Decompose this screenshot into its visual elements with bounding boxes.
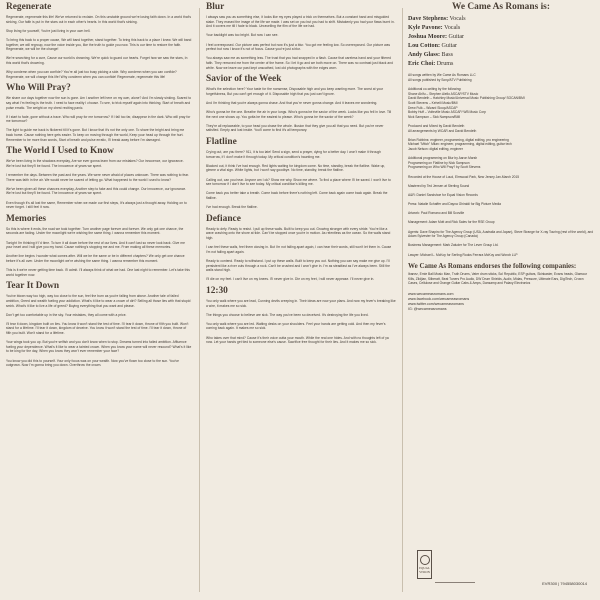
catalog-number: EVR300 | 794558030014 [542, 581, 587, 586]
member-row [408, 42, 594, 51]
song-lyrics: You only walk where you are lead, Cunning devils creeping in. Their ideas are now your plans. And now my fever's breaking like a wire, it makes me so sick. The things you choose to believe are sick. The way you've been so deceived. It's destroying the life you lived. You only walk where you are led. Waiting desks on your shoulders. Feel your hands are getting cold. And then my fever's coming back again. It makes me so sick. Who takes over that mind? Cause it's their voice outta your mouth. While the real one hides. And with no thoughts left of ya now. Let your hands get tied to someone else's cause. Sacrifice free thought for their lies. And it makes me so sick. [206, 298, 396, 345]
song-lyrics: We've been living in the shadows everyday, Are we ever gonna learn from our mistakes? Our innocence, our ignorance. We're lost but they'll be found. The innocence of years we spent. I remember the days. Between the past and the years. We were never afraid of places unknown. There was nothing to fear. There was faith in the air. We would never be scared of letting go. What happened to the world I used to know? We've been given all these chances everyday, Another step to fake and this could change. Our innocence, our ignorance. We're lost but they'll be found. The innocence of years we spent. Even though it's all lost the same, Remember when we made our first steps, It's always just a thought away. Holding on to never forget. I still feel it now. [6, 159, 190, 210]
logo-text: EQUAL VISION [419, 566, 430, 574]
song-title: Tear It Down [6, 281, 60, 292]
member-row [408, 60, 594, 69]
song-lyrics: I always saw you as something else, it looks like my eyes played a trick on themselves. But a constant hand and misguided stake. They erased the image of the life we made. I was set on you but you had to shift. Mistakenly you had your flaws burnt in. And it covers me till I fade to black. Unravelling the film of the life we had. Your backlight was too bright. But now I can see. I feel overexposed. Our picture was perfect but now it's just a blur. You got me feeling low. So overexposed. Our picture was perfect but now I know it's not of focus. Cause you're just a blur. You always saw me as something less. The trust that you had snapped in a flash. Cause that careless hand and your filtered faith. They removed me from the center of the frame. So I let it go and we both move on. There was no contrast just black and white. Now we leave our past kept unscathed, lost old photographs with the edges worn. [206, 15, 395, 70]
member-row [408, 24, 594, 33]
song-lyrics: We share our days together now the sun is gone. Am I another left here on my own, alone? And I'm slowly sinking. Scared to say what I'm feeling is the truth. I need to face reality I choose. To see, to trick myself again into thinking. Start of breath and pulse erratic. The weight on my chest reciting panic. If I start to fade, gone without a trace. Who will pray for me tomorrow? If I fall too far, disappear in the dark. Who will pray for me tomorrow? The light to guide me back is flickered till it's gone. But I know that it's not the only one. To share the bright and bring me back home. Cause nothing here gets easier. To keep on moving through the world, Keep your head up through the hurt. Remember to be more than words, Start of breath and pulse erratic, I'll break away before I'm damaged. [6, 96, 192, 142]
song-title: Blur [206, 2, 225, 12]
song-lyrics: So this is where it ends, the road we took together. Turn another page forever and forever. We only got one chance, the seconds are fading. Under the moonlight we're wishing the same thing. I wanna remember this moment. Tonight I'm thinking if I'd time. To turn it all down before the rest of our lives. And it can't last so never look back. Give me your heart and I will give you my hand. Cause nothing's stopping me and me. From making all these memories. Another line begins I wonder what comes after. Will we be the same or be in different chapters? We only get one chance before it's all over. Under the moonlight we're wishing the same thing. I wanna remember this moment. This is it we're never getting time back. I'll admit. I'll always think of what we had. One last night to remember. Let's take this world together now. [6, 226, 190, 277]
member-name: Joshua Moore: [408, 33, 447, 40]
member-role: Vocals [448, 16, 466, 22]
member-list [408, 15, 594, 68]
band-title: We Came As Romans is: [452, 2, 550, 12]
song-title: Defiance [206, 213, 241, 224]
member-row [408, 51, 594, 60]
member-role: Drums [435, 60, 454, 67]
link-facebook[interactable]: www.facebook.com/wecameasromans [408, 296, 470, 301]
member-role: Guitar [440, 42, 458, 49]
lyrics-column-middle [206, 0, 396, 600]
footer [417, 550, 587, 586]
link-twitter[interactable]: www.twitter.com/wecameasromans [408, 301, 464, 306]
song-title: The World I Used to Know [6, 146, 114, 157]
song-lyrics: Ready to defy. Ready to resist. I pull up these walls. Built to keep you out. Growing stronger with every stride. You're like a wave crashing onto the shore at tide. Can't be stopped once you're in motion. As relentless as the ocean. So the walls stand high. I can feel these walls, feel them closing in. But I'm not falling apart again, I can hear their words, still won't let them in. Cause I'm not falling apart again. Ready to contend. Ready to withstand. I put up these walls. Built to keep you out. Nothing you can say make me give up. I'll persistent like a river cuts through a rock. Can't be crushed and I won't give in. I'm as steadfast as I've always been. Still the walls stand high. I'll die on my feet. I can't live on my knees. I'll never give in. Die on my feet, I will never appease. I'll never give in. [206, 226, 392, 282]
lyrics-column-left [6, 0, 192, 600]
song-title: Flatline [206, 137, 237, 148]
song-title: Regenerate [6, 2, 52, 12]
member-role: Guitar [447, 33, 465, 40]
member-role: Bass [440, 51, 454, 58]
member-row [408, 15, 594, 24]
song-title: Savior of the Week [206, 74, 282, 85]
song-lyrics: Regenerate, regenerate this life! We've returned to reclaim. On this unstable ground we're losing faith down. In a world that's sinking, Our faith is put in the stars out in each other's hearts. In this world that's sinking. Stop living for yourself, You're just living in your own hell. To bring this back to a proper cause, We will band together, stand together. To bring this back to a place I knew. We will band together, we will regroup, now the voice inside you, like the truth to guide you now. This is our time to restore the faith. Regenerate, we will be the change! We're searching for a cure, Cause our world is drowning. We're quick to guard our hearts. Forget how we saw the stars, In this world that's drowning. Why condemn when you can confide? You're all just too busy picking a side. Why condemn when you can confide? Regenerate, we will change this life! Why condemn when you can confide! Regenerate, regenerate this life! [6, 15, 192, 79]
divider [435, 582, 475, 583]
endorsements-title: We Came As Romans endorses the following companies: [408, 262, 577, 271]
song-title: Memories [6, 213, 47, 224]
member-name: Kyle Pavone: [408, 24, 443, 31]
song-lyrics: What's the selection here? Your taste for the nonsense, Disposable high and you keep wanting more. The worst at your forgetfulness, But you can't get enough of it. Disposable high that you just can't ignore. And I'm thinking that you're always gonna chase. And that you're never gonna change. And it leaves me wondering. Who's gonna be the one. Breathe the air in your lungs. Who's gonna be the savior of the week. Looks like you fell in love. Till the next one shows up. You gotta be the easiest to please. Who's gonna be the savior of the week? They're all replaceable, to your head you chase the whole. Illusion that they give you all that you need. But you're never satisfied. Empty and lost inside. You'll come to find it's all temporary. [206, 87, 392, 133]
column-divider [199, 8, 200, 592]
song-title: 12:30 [206, 285, 228, 296]
member-name: Eric Choi: [408, 60, 436, 67]
endorsements-text: Ibanez, Ernie Ball Music Man, Truth Drums, Vater drum sticks, Sol Republic, ESP guitars, Skinkaster, Evans heads, Glamour Kills, Zildjian, Silberatt, Beat Tuners Pro Audio, DW Drum Shields, Audix, Midas, Pressure, Ultimate Ears, DigiTech, Crown Cases, Cellulose and Orange Guitar Cabs & Amps, Dansamp and Palaxy Electronics [408, 272, 588, 286]
link-website[interactable]: www.wecameasromans.com [408, 291, 454, 296]
column-divider [402, 8, 403, 592]
credits-text: All songs written by We Came As Romans LLC All songs published by Sony/ATV Publishing Additional co-writing by the following: Shane Ahlfu – Stephen Aiello ASCAP/STV Music David Bendeth – Hatchley Music/Universal Music Publishing Group/ SOCAN/BMI Scott Stevens – Keheili Music/BMI Drew Fulk – Wizard Sloop/ASCAP Bobby Huff – Volteville Music ASCAP/ WB Music Corp Nick Sampson – Sick Nampson/BMI Produced and Mixed by David Bendeth All arrangements by WCAR and David Bendeth Brian Robbins: engineer, programming, digital editing, pro engineering Michael "Mitch" Milan: engineer, programming, digital editing, guitar tech Jacob Nelson: digital editing, engineer Additional programming on Blur by Aaron Marsh Programming on Flatline by Nick Sampson Programming on Who Will Pray? by Scott Stevens Recorded at the House of Loud, Elmwood Park, New Jersey Jan-March 2015 Mastered by Ted Jensen at Sterling Sound A&R: Daniel Sandshoe for Equal Vision Records Press: Natalie Schaffer and Dayna Ghiraldi for Big Picture Media Artwork: Paul Romano and Bill Scoville Management: Adam Mott and Rick Sales for the RSE Group Agents: Dave Shapiro for The Agency Group (USA, Australia and Japan), Steve Strange for X-ray Touring (rest of the world), and Adam Sylvester for The Agency Group (Canada) Business Management: Mark Zaluder for The Lever Group Ltd. Lawyer: Michael L. McKoy for Serling Rooks Ferrara McKoy and Worob LLP [408, 73, 594, 257]
song-lyrics: You've blown way too high, way too close to the sun, feel the burn as you're falling from above. Another tale of failed ambition, Greed and wealth fueling your addiction. What's it like to wear a crown of dirt? Selling all those lies with that stupid smirk. What's it like to live a life of greed? Buying everything that you want and please. Don't get too comfortable up in the sky. Your mistakes, they all come with a price. I'll tear it down, kingdom built on lies. You know it won't stand the test of time. I'll tear it down, throne of filth you built. Won't stand for a lifetime. I'll tear it down, kingdom of deceive. You know it won't stand the test of time. I'll tear it down, throne of filth you built. Won't stand for a lifetime. Your wings took you up. But you're selfish and you don't know when to stop. Dreams turned into failed ambition. Affluence fueling your dependence. What's it like to wear a tainted crown. When you know your name will never resound? What's it like to be king for the day, When you know they won't ever remember your face? You know you did this to yourself. Your only focus was on your wealth. Now you've flown too close to the sun. You've outgrown. Now I'm gonna bring you down. Overthrow the crown. [6, 294, 192, 368]
song-lyrics: Crying out, are you there? 911, it is too late! Send a sign, send a prayer, dying for a better day. I won't make it through tomorrow, if I don't make it through today. My critical condition's haunting me. Blacked out, it think I've had enough. Red lights waiting for kingdom come. No time, standby, break the flatline. Wake up, gimme a vital sign. White lights, but I won't say goodbye. No time, standby, break the flatline. Calling out, can you hear. Anyone am I ok? Show me why. Show me where. To find a place where I'll be saved. I won't live to see tomorrow if I don't live to see today. My critical condition's killing me. Come back you better take a breath. Come back before there's nothing left. Come back again come back again. Break the flatline. I've had enough. Break the flatline. [206, 150, 391, 210]
member-role: Vocals [442, 24, 461, 31]
link-instagram[interactable]: IG: @wecameasromans [408, 306, 447, 311]
social-links [408, 292, 594, 312]
logo-ring-icon [420, 555, 430, 565]
credits-column [408, 0, 594, 600]
label-logo [417, 550, 432, 579]
member-row [408, 33, 594, 42]
member-name: Dave Stephens: [408, 16, 449, 22]
member-name: Lou Cotton: [408, 42, 440, 49]
member-name: Andy Glass: [408, 51, 441, 58]
song-title: Who Will Pray? [6, 83, 71, 94]
